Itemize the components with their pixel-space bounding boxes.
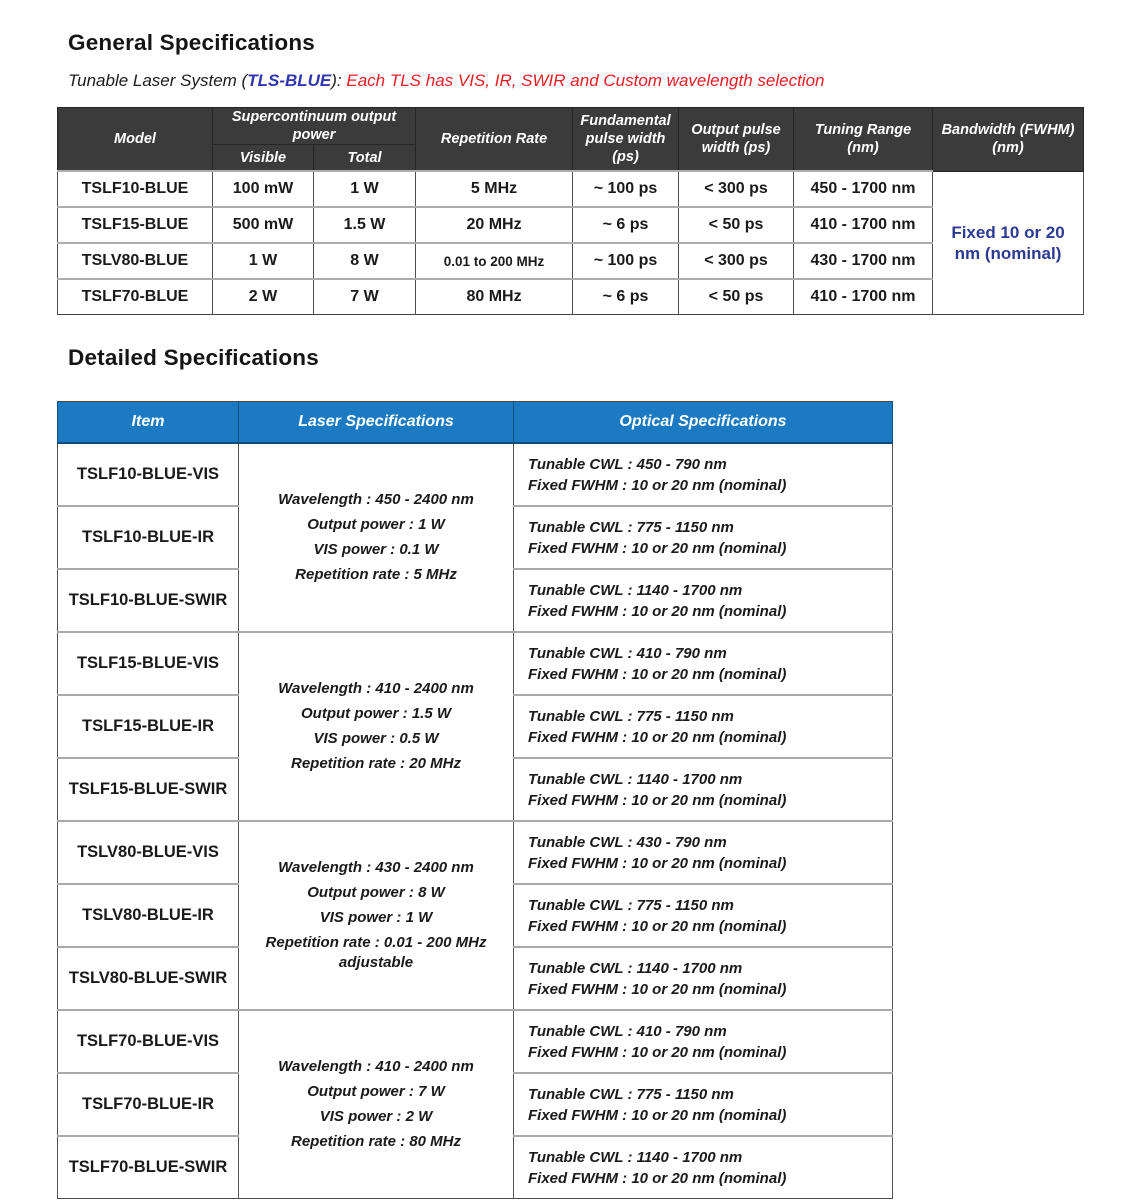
output-cell: < 50 ps xyxy=(679,207,794,243)
fundamental-cell: ~ 100 ps xyxy=(573,171,679,207)
spec-line: VIS power : 0.5 W xyxy=(313,730,439,747)
optical-line: Fixed FWHM : 10 or 20 nm (nominal) xyxy=(528,476,787,494)
general-specs-table xyxy=(57,107,1084,315)
bandwidth-value-cell: Fixed 10 or 20 nm (nominal) xyxy=(933,171,1084,315)
fundamental-cell: ~ 6 ps xyxy=(573,207,679,243)
spec-line: VIS power : 0.1 W xyxy=(313,541,439,558)
optical-line: Fixed FWHM : 10 or 20 nm (nominal) xyxy=(528,791,787,809)
subtitle xyxy=(68,70,1138,91)
detailed-row xyxy=(58,1010,893,1073)
optical-line: Fixed FWHM : 10 or 20 nm (nominal) xyxy=(528,665,787,683)
header-supercontinuum: Supercontinuum output power xyxy=(213,108,416,145)
optical-line: Tunable CWL : 410 - 790 nm xyxy=(528,644,727,662)
spec-line: Repetition rate : 0.01 - 200 MHz adjustable xyxy=(265,934,487,971)
header-tuning-range: Tuning Range (nm) xyxy=(794,108,933,172)
optical-line: Tunable CWL : 410 - 790 nm xyxy=(528,1022,727,1040)
header-item: Item xyxy=(58,402,239,444)
item-cell: TSLF10-BLUE-IR xyxy=(58,506,239,569)
optical-specs-cell xyxy=(514,1010,893,1073)
laser-specs-cell xyxy=(239,821,514,1010)
laser-specs-cell xyxy=(239,1010,514,1199)
optical-line: Fixed FWHM : 10 or 20 nm (nominal) xyxy=(528,854,787,872)
header-laser-specifications: Laser Specifications xyxy=(239,402,514,444)
detailed-row xyxy=(58,821,893,884)
header-fundamental-pulse: Fundamental pulse width (ps) xyxy=(573,108,679,172)
optical-specs-cell xyxy=(514,947,893,1010)
fundamental-cell: ~ 100 ps xyxy=(573,243,679,279)
spec-line: Repetition rate : 80 MHz xyxy=(290,1133,462,1150)
optical-line: Fixed FWHM : 10 or 20 nm (nominal) xyxy=(528,1043,787,1061)
output-cell: < 300 ps xyxy=(679,243,794,279)
output-cell: < 300 ps xyxy=(679,171,794,207)
spec-line: VIS power : 1 W xyxy=(319,909,433,926)
optical-line: Fixed FWHM : 10 or 20 nm (nominal) xyxy=(528,917,787,935)
rep-rate-cell: 0.01 to 200 MHz xyxy=(416,243,573,279)
optical-specs-cell xyxy=(514,758,893,821)
optical-specs-cell xyxy=(514,569,893,632)
header-optical-specifications: Optical Specifications xyxy=(514,402,893,444)
optical-line: Tunable CWL : 775 - 1150 nm xyxy=(528,518,734,536)
visible-cell: 1 W xyxy=(213,243,314,279)
optical-specs-cell xyxy=(514,1073,893,1136)
header-bandwidth: Bandwidth (FWHM) (nm) xyxy=(933,108,1084,172)
optical-line: Tunable CWL : 450 - 790 nm xyxy=(528,455,727,473)
spec-line: Wavelength : 410 - 2400 nm xyxy=(278,680,474,697)
rep-rate-cell: 80 MHz xyxy=(416,279,573,315)
optical-line: Tunable CWL : 775 - 1150 nm xyxy=(528,896,734,914)
subtitle-prefix: Tunable Laser System ( xyxy=(68,71,248,90)
spec-line: Wavelength : 430 - 2400 nm xyxy=(278,859,474,876)
optical-specs-cell xyxy=(514,821,893,884)
optical-line: Fixed FWHM : 10 or 20 nm (nominal) xyxy=(528,539,787,557)
optical-line: Fixed FWHM : 10 or 20 nm (nominal) xyxy=(528,1106,787,1124)
general-row xyxy=(58,243,1084,279)
visible-cell: 2 W xyxy=(213,279,314,315)
item-cell: TSLV80-BLUE-SWIR xyxy=(58,947,239,1010)
optical-line: Fixed FWHM : 10 or 20 nm (nominal) xyxy=(528,602,787,620)
header-visible: Visible xyxy=(213,145,314,172)
laser-specs-cell xyxy=(239,443,514,632)
spec-line: Output power : 8 W xyxy=(307,884,445,901)
spec-line: Output power : 7 W xyxy=(307,1083,445,1100)
spec-line: Output power : 1 W xyxy=(307,516,445,533)
total-cell: 1 W xyxy=(314,171,416,207)
detailed-row xyxy=(58,632,893,695)
model-cell: TSLF70-BLUE xyxy=(58,279,213,315)
spec-line: Repetition rate : 20 MHz xyxy=(290,755,462,772)
item-cell: TSLF70-BLUE-IR xyxy=(58,1073,239,1136)
subtitle-paren: ): xyxy=(331,71,347,90)
optical-specs-cell xyxy=(514,443,893,506)
detailed-specs-table xyxy=(57,401,893,1199)
total-cell: 1.5 W xyxy=(314,207,416,243)
optical-line: Tunable CWL : 775 - 1150 nm xyxy=(528,707,734,725)
header-repetition-rate: Repetition Rate xyxy=(416,108,573,172)
output-cell: < 50 ps xyxy=(679,279,794,315)
optical-specs-cell xyxy=(514,632,893,695)
item-cell: TSLF15-BLUE-IR xyxy=(58,695,239,758)
header-model: Model xyxy=(58,108,213,172)
general-row xyxy=(58,279,1084,315)
optical-line: Fixed FWHM : 10 or 20 nm (nominal) xyxy=(528,728,787,746)
subtitle-note: Each TLS has VIS, IR, SWIR and Custom wavelength selection xyxy=(346,71,825,90)
spec-line: Wavelength : 450 - 2400 nm xyxy=(278,491,474,508)
spec-line: Wavelength : 410 - 2400 nm xyxy=(278,1058,474,1075)
general-specifications-title: General Specifications xyxy=(68,30,315,55)
optical-specs-cell xyxy=(514,695,893,758)
rep-rate-cell: 5 MHz xyxy=(416,171,573,207)
tuning-cell: 410 - 1700 nm xyxy=(794,279,933,315)
optical-line: Tunable CWL : 430 - 790 nm xyxy=(528,833,727,851)
rep-rate-cell: 20 MHz xyxy=(416,207,573,243)
detailed-specifications-title: Detailed Specifications xyxy=(68,345,319,370)
spec-line: Output power : 1.5 W xyxy=(301,705,451,722)
optical-specs-cell xyxy=(514,506,893,569)
subtitle-model-name: TLS-BLUE xyxy=(247,71,332,90)
item-cell: TSLF70-BLUE-SWIR xyxy=(58,1136,239,1199)
item-cell: TSLF10-BLUE-SWIR xyxy=(58,569,239,632)
model-cell: TSLF10-BLUE xyxy=(58,171,213,207)
model-cell: TSLF15-BLUE xyxy=(58,207,213,243)
item-cell: TSLF70-BLUE-VIS xyxy=(58,1010,239,1073)
header-total: Total xyxy=(314,145,416,172)
general-row xyxy=(58,207,1084,243)
visible-cell: 100 mW xyxy=(213,171,314,207)
spec-line: Repetition rate : 5 MHz xyxy=(295,566,457,583)
detailed-row xyxy=(58,443,893,506)
optical-specs-cell xyxy=(514,1136,893,1199)
tuning-cell: 430 - 1700 nm xyxy=(794,243,933,279)
optical-line: Tunable CWL : 1140 - 1700 nm xyxy=(528,1148,743,1166)
header-output-pulse: Output pulse width (ps) xyxy=(679,108,794,172)
spec-line: VIS power : 2 W xyxy=(319,1108,433,1125)
laser-specs-cell xyxy=(239,632,514,821)
tuning-cell: 450 - 1700 nm xyxy=(794,171,933,207)
visible-cell: 500 mW xyxy=(213,207,314,243)
optical-line: Fixed FWHM : 10 or 20 nm (nominal) xyxy=(528,1169,787,1187)
general-row xyxy=(58,171,1084,207)
item-cell: TSLF15-BLUE-VIS xyxy=(58,632,239,695)
optical-line: Tunable CWL : 1140 - 1700 nm xyxy=(528,581,743,599)
item-cell: TSLF10-BLUE-VIS xyxy=(58,443,239,506)
item-cell: TSLV80-BLUE-VIS xyxy=(58,821,239,884)
total-cell: 7 W xyxy=(314,279,416,315)
optical-line: Tunable CWL : 1140 - 1700 nm xyxy=(528,959,743,977)
optical-line: Fixed FWHM : 10 or 20 nm (nominal) xyxy=(528,980,787,998)
optical-line: Tunable CWL : 1140 - 1700 nm xyxy=(528,770,743,788)
total-cell: 8 W xyxy=(314,243,416,279)
item-cell: TSLF15-BLUE-SWIR xyxy=(58,758,239,821)
item-cell: TSLV80-BLUE-IR xyxy=(58,884,239,947)
tuning-cell: 410 - 1700 nm xyxy=(794,207,933,243)
optical-specs-cell xyxy=(514,884,893,947)
optical-line: Tunable CWL : 775 - 1150 nm xyxy=(528,1085,734,1103)
fundamental-cell: ~ 6 ps xyxy=(573,279,679,315)
model-cell: TSLV80-BLUE xyxy=(58,243,213,279)
